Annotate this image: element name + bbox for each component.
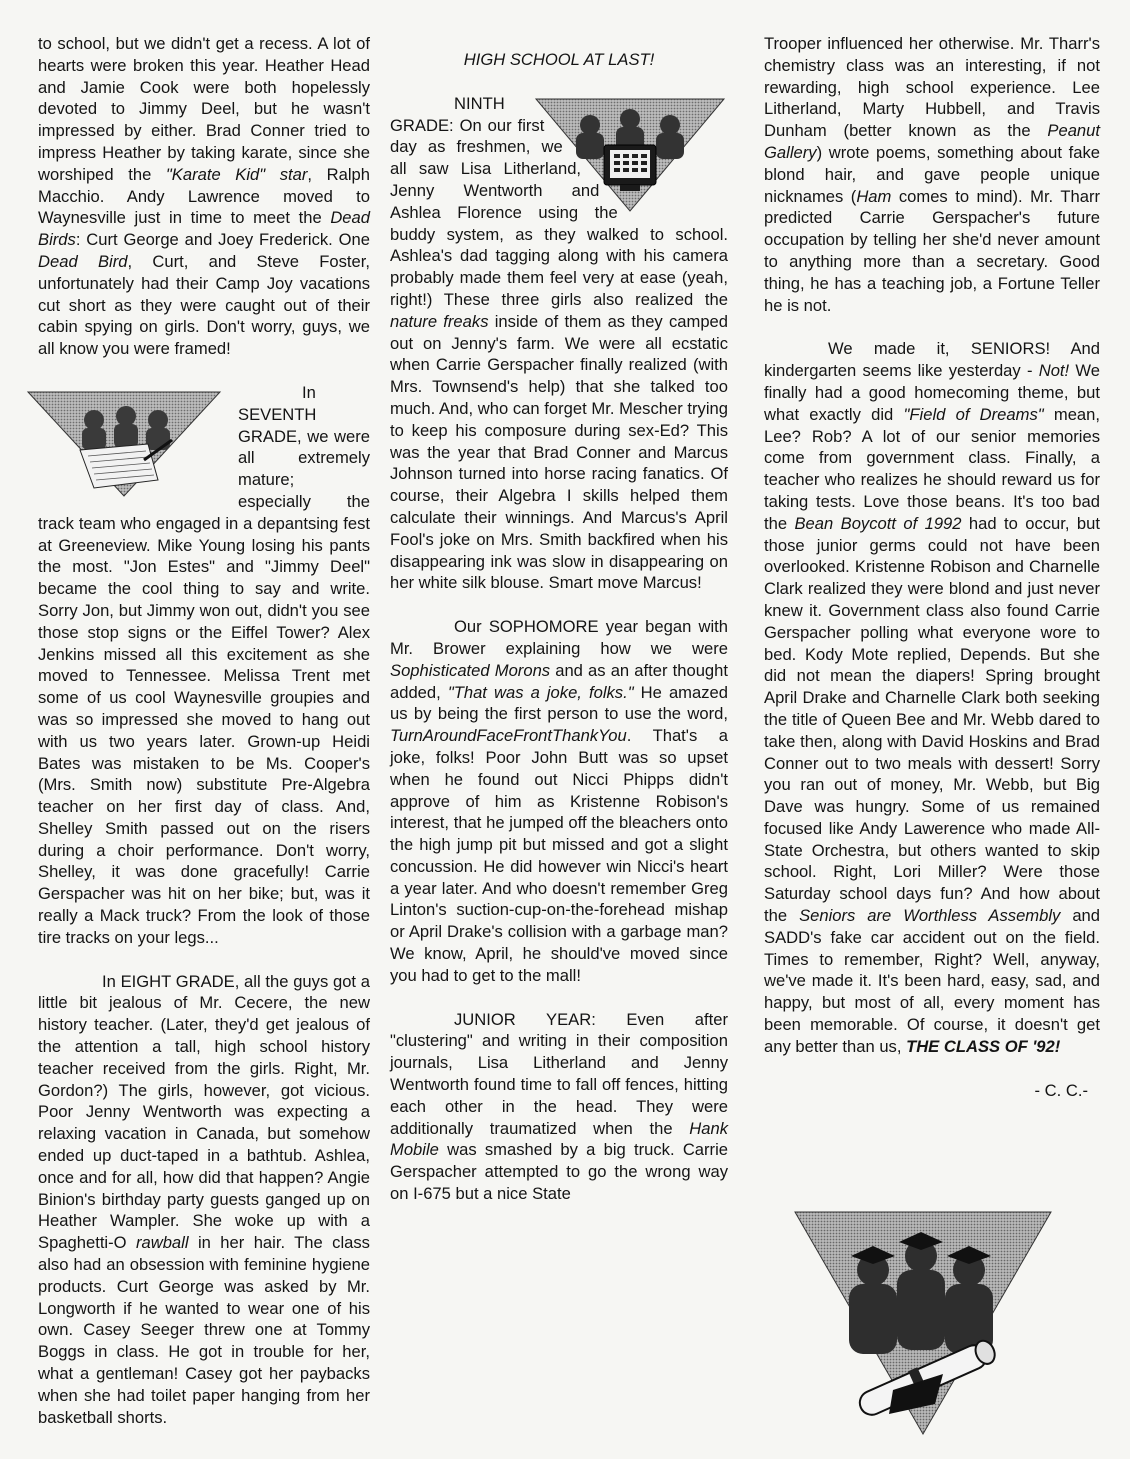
text-run: Our SOPHOMORE year began with Mr. Brower explaining how we were (390, 617, 728, 658)
text-run: . That's a joke, folks! Poor John Butt was so upset when he found out Nicci Phipps didn't approve of him as Kristenne Robison's interest, that he jumped off the bleachers onto the high jump pit but missed and got a slight concussion. He did however win Nicci's heart a year later. And who doesn't remember Greg Linton's suction-cup-on-the-forehead mishap or April Drake's collision with a garbage man? We know, April, he should've moved since you had to get to the mall! (390, 726, 728, 985)
text-run: rawball (135, 1233, 189, 1253)
text-run: In EIGHT GRADE, all the guys got a little bit jealous of Mr. Cecere, the new history teacher. (Later, they'd get jealous of the attention a tall, high school history teacher received from the girls. Right, Mr. Gordon?) The girls, however, got vicious. Poor Jenny Wentworth was expecting a relaxing vacation in Canada, but somehow ended up duct-taped in a bathtub. Ashlea, once and for all, how did that happen? Angie Binion's birthday party guests ganged up on Heather Wampler. She woke up with a Spaghetti-O (38, 971, 370, 1253)
text-run: "That was a joke, folks." (447, 682, 634, 702)
text-run: and as an after thought added, (390, 660, 728, 702)
text-run: JUNIOR YEAR: Even after "clustering" and writing in their composition journals, Lisa Litherland and Jenny Wentworth found time to fall off fences, hitting each other in the head. They were additionally traumatized when the (390, 1009, 728, 1138)
signature: - C. C.- (1034, 1080, 1088, 1100)
text-run: Trooper influenced her otherwise. Mr. Tharr's chemistry class was an interesting, if not rewarding, high school experience. Lee Litherland, Marty Hubbell, and Travis Dunham (better known as the (764, 34, 1100, 141)
text-run: comes to mind). Mr. Tharr predicted Carrie Gerspacher's future occupation by telling her she'd never amount to anything more than a secretary. Good thing, he has a teaching job, a Fortune Teller he is not. (764, 186, 1100, 315)
text-run: THE CLASS OF '92! (906, 1036, 1061, 1056)
text-run: , Ralph Macchio. Andy Lawrence moved to Waynesville just in time to meet the (38, 164, 370, 228)
text-run: was smashed by a big truck. Carrie Gerspacher attempted to go the wrong way on I-675 but a nice State (390, 1140, 728, 1204)
column-1 (38, 33, 370, 1450)
text-run: Dead Bird (38, 251, 128, 271)
text-run: in her hair. The class also had an obsession with feminine hygiene products. Curt George was asked by Mr. Longworth if he wanted to wear one of his own. Casey Seeger threw one at Tommy Boggs in class. He got in trouble for her, what a gentleman! Casey got her paybacks when she had toilet paper hanging from her basketball shorts. (38, 1233, 370, 1427)
text-run: , Curt, and Steve Foster, unfortunately had their Camp Joy vacations cut short as they were caught out of their cabin spying on girls. Don't worry, guys, we all know you were framed! (38, 251, 370, 359)
text-run: Dead Birds (38, 208, 370, 250)
text-run: inside of them as they camped out on Jenny's farm. We were all ecstatic when Carrie Gerspacher finally realized (with Mrs. Townsend's help) that she talked too much. And, who can forget Mr. Mescher trying to keep his composure during sex-Ed? This was the year that Brad Conner and Marcus Johnson turned into horse racing fanatics. Of course, their Algebra I skills helped them calculate their winnings. And Marcus's April Fool's joke on Mrs. Smith backfired when his disappearing ink was slow in disappearing on her white silk blouse. Smart move Marcus! (390, 311, 729, 593)
paragraph-junior-end (764, 33, 1100, 316)
text-run: Not! (1038, 361, 1070, 381)
text-run: TurnAroundFaceFrontThankYou (390, 726, 627, 746)
students-with-papers-icon (24, 388, 224, 498)
column-2 (390, 33, 728, 1227)
text-run: to school, but we didn't get a recess. A lot of hearts were broken this year. Heather Head and Jamie Cook were both hopelessly devoted to Jimmy Deel, but he wasn't impressed by either. Brad Conner tried to impress Heather by taking karate, since she worshiped the (38, 34, 370, 184)
text-run: nature freaks (390, 311, 489, 331)
paragraph-seniors (764, 338, 1100, 1057)
text-run: NINTH GRADE: On our first day as freshmen, we all saw Lisa Litherland, Jenny Wentworth and Ashlea Florence using the buddy system, as they walked to school. Ashlea's dad tagging along with his camera probably made them feel very at ease (yeah, right!) These three girls also realized the (390, 93, 728, 309)
paragraph-sophomore (390, 616, 728, 987)
text-run: ) wrote poems, something about fake blond hair, and gave people unique nicknames ( (764, 142, 1100, 206)
text-run: Sophisticated Morons (390, 660, 551, 680)
graduates-with-diploma-icon (793, 1208, 1053, 1438)
paragraph-junior (390, 1009, 728, 1205)
text-run: Peanut Gallery (764, 121, 1100, 162)
text-run: He amazed us by being the first person to use the word, (390, 682, 728, 724)
text-run: Hank Mobile (390, 1118, 728, 1160)
text-run: had to occur, but those junior germs could not have been overlooked. Kristenne Robison and Charnelle Clark realized they were blond and just never knew it. Government class also found Carrie Gerspacher polling what everyone wore to bed. Kody Mote replied, Depends. But she did not mean the diapers! Spring brought April Drake and Charnelle Clark both seeking the title of Queen Bee and Mr. Webb dared to take then, along with David Hoskins and Brad Conner out to two meals with dessert! Sorry you ran out of money, Mr. Webb, but Big Dave was hungry. Some of us remained focused like Andy Lawerence who made All-State Orchestra, but others wanted to skip school. Right, Lori Miller? Were those Saturday school days fun? And how about the (764, 513, 1100, 926)
paragraph-eighth-grade (38, 971, 370, 1429)
paragraph-ninth-grade (390, 93, 728, 594)
text-run: Seniors are Worthless Assembly (799, 906, 1061, 926)
column-3 (764, 33, 1100, 1101)
text-run: mean, Lee? Rob? A lot of our senior memories come from government class. Finally, a teacher who realizes he should reward us for taking tests. Love those beans. It's too bad the (764, 404, 1100, 533)
text-run: Bean Boycott of 1992 (794, 513, 962, 533)
text-run: Ham (856, 186, 892, 206)
section-heading: HIGH SCHOOL AT LAST! (463, 50, 655, 69)
text-run: We finally had a good homecoming theme, but what exactly did (764, 361, 1100, 424)
text-run: In SEVENTH GRADE, we were all extremely mature; especially the track team who engaged in a depantsing fest at Greeneview. Mike Young losing his pants the most. "Jon Estes" and "Jimmy Deel" became the cool thing to say and write. Sorry Jon, but Jimmy won out, didn't you see those stop signs or the Eiffel Tower? Alex Jenkins missed all this excitement as she moved to Tennessee. Melissa Trent met some of us cool Waynesville groupies and was so impressed she moved to hang out with us two years later. Grown-up Heidi Bates was mistaken to be Ms. Cooper's (Mrs. Smith now) substitute Pre-Algebra teacher on her first day of class. And, Shelley Smith passed out on the risers during a choir performance. Don't worry, Shelley, it was done gracefully! Carrie Gerspacher was hit on her bike; but, was it really a Mack truck? From the look of those tire tracks on your legs... (38, 382, 370, 947)
text-run: and SADD's fake car accident out on the field. Times to remember, Right? Well, anyway, we've made it. It's been hard, easy, sad, and happy, but most of all, every moment has been memorable. Of course, it doesn't get any better than us, (764, 906, 1101, 1056)
paragraph-sixth-grade-end (38, 33, 370, 360)
paragraph-seventh-grade (38, 382, 370, 949)
text-run: We made it, SENIORS! And kindergarten seems like yesterday - (764, 339, 1100, 381)
text-run: "Field of Dreams" (903, 404, 1044, 424)
text-run: : Curt George and Joey Frederick. One (75, 230, 370, 250)
text-run: "Karate Kid" star (165, 164, 308, 184)
